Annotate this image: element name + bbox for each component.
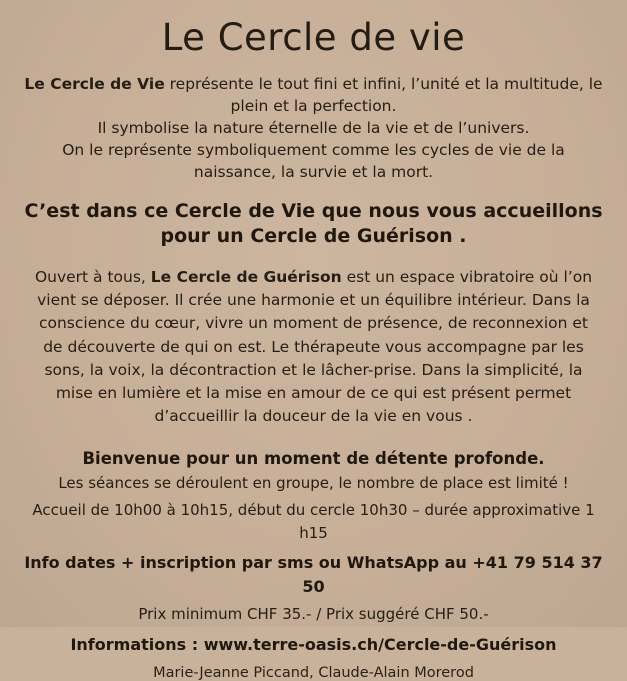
price-line: Prix minimum CHF 35.- / Prix suggéré CHF 50.- xyxy=(138,605,489,624)
intro-section xyxy=(18,73,609,183)
body-paragraph xyxy=(18,266,609,429)
contact-line[interactable]: Info dates + inscription par sms ou WhatsApp au +41 79 514 37 50 xyxy=(24,553,603,597)
intro-rest: représente le tout fini et infini, l’unité et la multitude, le plein et la perfection. xyxy=(164,74,603,115)
welcome-line: Bienvenue pour un moment de détente profonde. xyxy=(82,448,545,468)
schedule-note: Accueil de 10h00 à 10h15, début du cercle 10h30 – durée approximative 1 h15 xyxy=(32,500,595,543)
headline: C’est dans ce Cercle de Vie que nous vous accueillons pour un Cercle de Guérison . xyxy=(24,199,603,248)
intro-lead: Le Cercle de Vie xyxy=(24,74,165,93)
facilitator-names: Marie-Jeanne Piccand, Claude-Alain Morerod xyxy=(153,664,474,681)
body-text: est un espace vibratoire où l’on vient se déposer. Il crée une harmonie et un équilibre intérieur. Dans la conscience du cœur, vivre un moment de présence, de reconnexion et de découverte de qui on est. Le thérapeute vous accompagne par les sons, la voix, la décontraction et le lâcher-prise. Dans la simplicité, la mise en lumière et la mise en amour de ce qui est présent permet d’accueillir la douceur de la vie en vous . xyxy=(37,267,593,426)
sessions-note: Les séances se déroulent en groupe, le nombre de place est limité ! xyxy=(58,473,569,492)
website-line[interactable]: Informations : www.terre-oasis.ch/Cercle-de-Guérison xyxy=(70,634,557,654)
intro-paragraph xyxy=(18,73,609,117)
page-title: Le Cercle de vie xyxy=(161,16,466,59)
intro-line-3: On le représente symboliquement comme les cycles de vie de la naissance, la survie et la mort. xyxy=(62,140,565,181)
intro-line-2: Il symbolise la nature éternelle de la vie et de l’univers. xyxy=(97,118,530,137)
body-bold: Le Cercle de Guérison xyxy=(150,267,342,286)
body-opening: Ouvert à tous, xyxy=(34,267,151,286)
